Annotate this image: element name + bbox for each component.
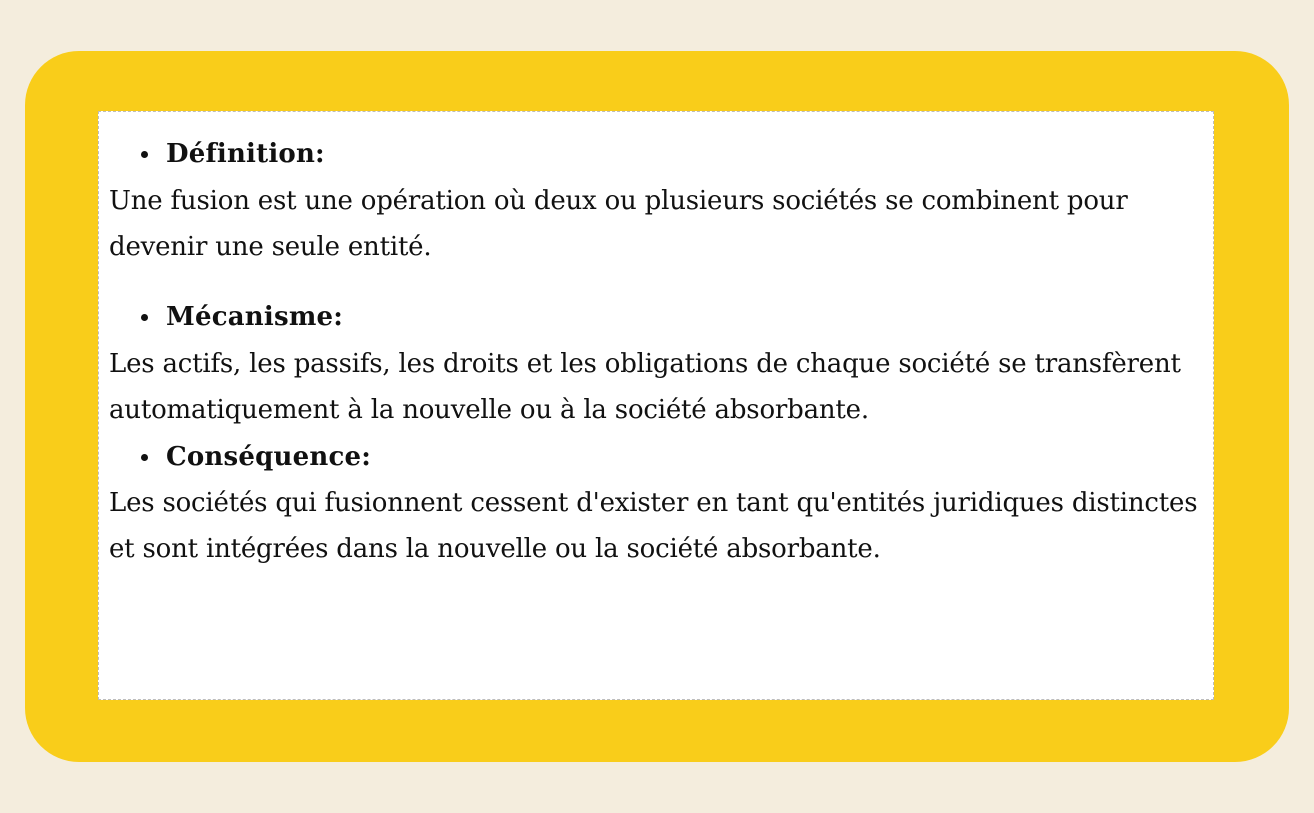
section-consequence — [109, 441, 1203, 572]
section-mecanisme — [109, 301, 1203, 433]
content-card — [98, 111, 1214, 700]
bullet-dot-icon — [141, 454, 148, 461]
section-heading: Conséquence: — [166, 442, 372, 472]
bullet-item — [109, 441, 1203, 473]
bullet-item — [109, 138, 1203, 170]
bullet-dot-icon — [141, 151, 148, 158]
section-text: Une fusion est une opération où deux ou plusieurs sociétés se combinent pour devenir une seule entité. — [109, 186, 1128, 262]
bullet-item — [109, 301, 1203, 333]
bullet-dot-icon — [141, 314, 148, 321]
section-definition — [109, 138, 1203, 270]
section-heading: Définition: — [166, 139, 325, 169]
section-text: Les sociétés qui fusionnent cessent d'exister en tant qu'entités juridiques distinctes et sont intégrées dans la nouvelle ou la société absorbante. — [109, 488, 1198, 564]
section-text: Les actifs, les passifs, les droits et les obligations de chaque société se transfèrent automatiquement à la nouvelle ou à la société absorbante. — [109, 349, 1181, 425]
section-heading: Mécanisme: — [166, 302, 344, 332]
yellow-frame — [25, 51, 1289, 762]
